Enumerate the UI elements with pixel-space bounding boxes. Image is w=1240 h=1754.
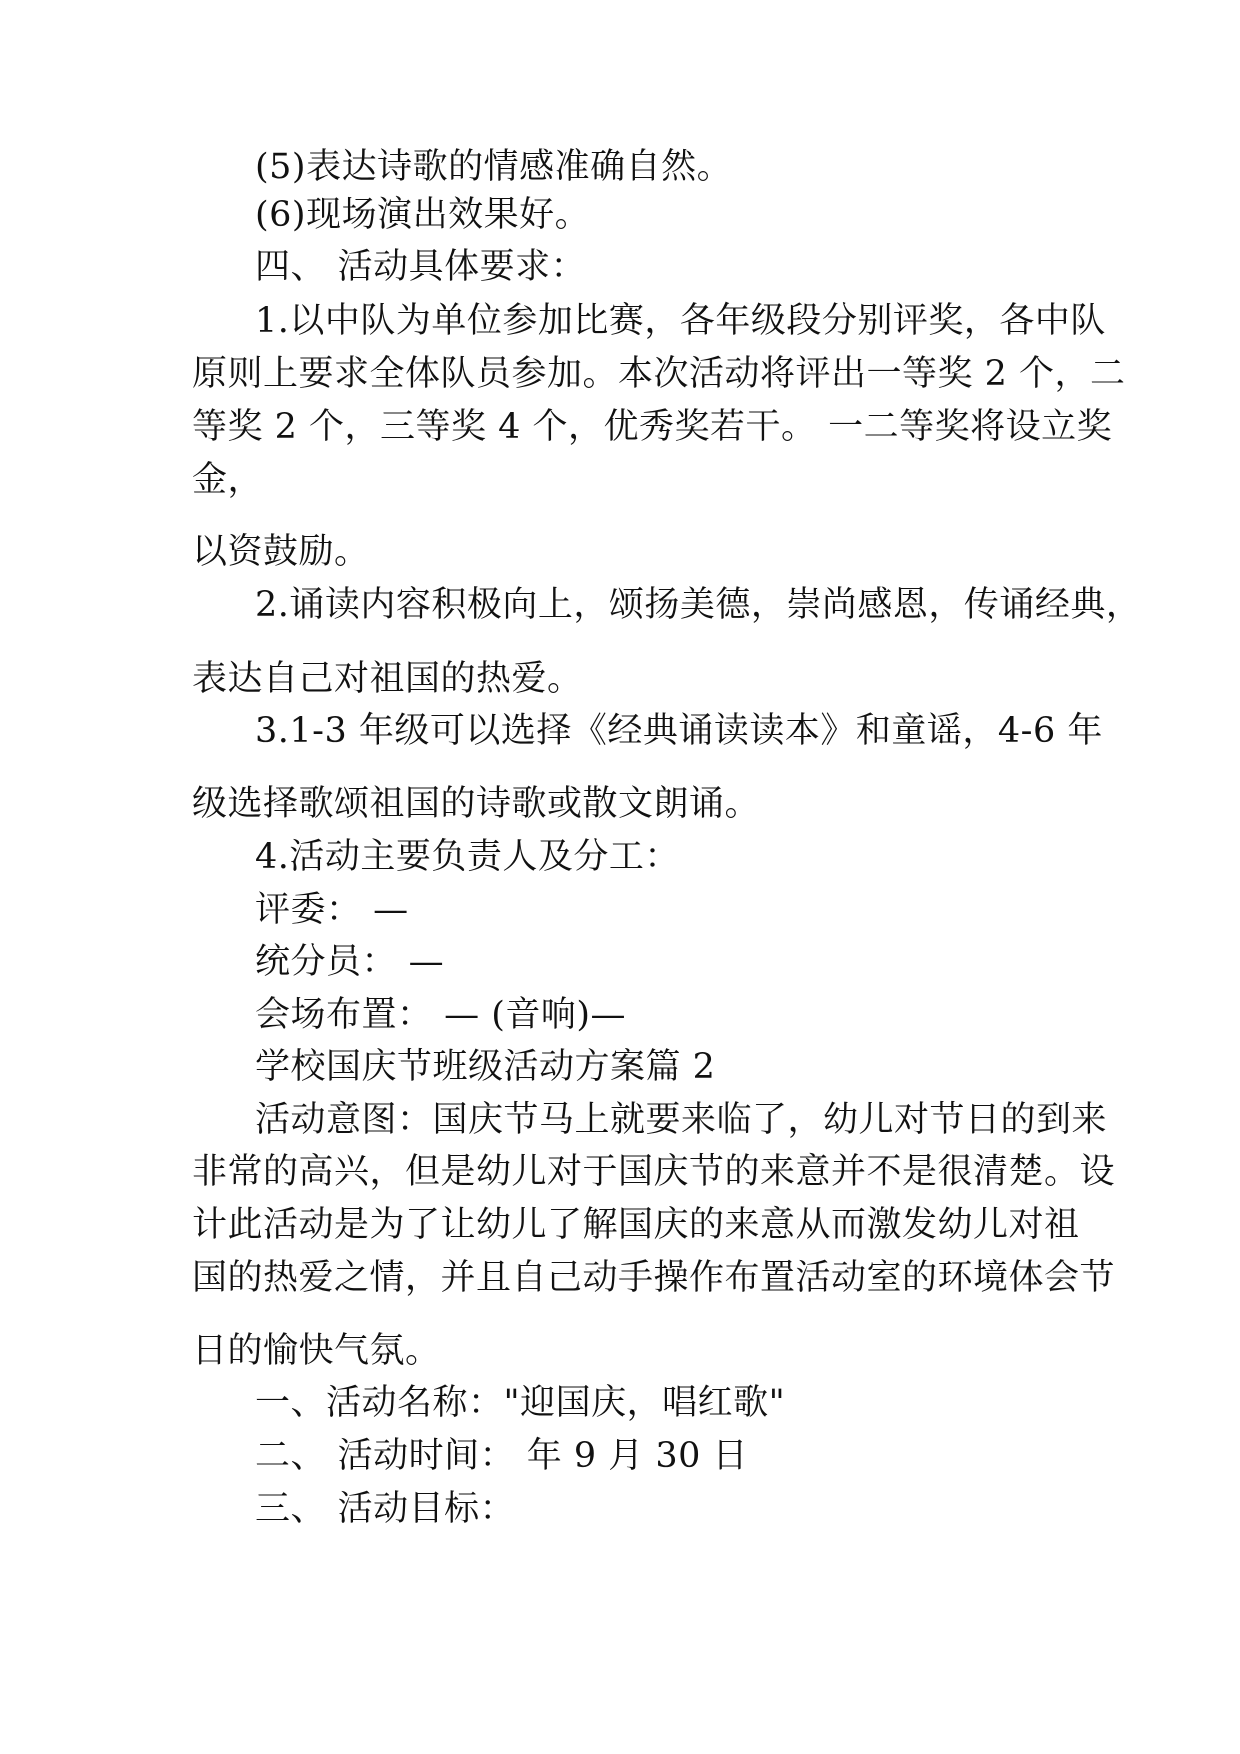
text-line: 非常的高兴，但是幼儿对于国庆节的来意并不是很清楚。设	[192, 1152, 1116, 1192]
text-line: (5)表达诗歌的情感准确自然。	[255, 147, 733, 187]
section-heading: 三、 活动目标：	[255, 1489, 516, 1529]
text-line: 4.活动主要负责人及分工：	[255, 837, 680, 877]
text-line: 会场布置： — (音响)—	[255, 995, 627, 1035]
text-line: 国的热爱之情，并且自己动手操作布置活动室的环境体会节	[192, 1258, 1116, 1298]
text-line: 2.诵读内容积极向上，颂扬美德，崇尚感恩，传诵经典，	[255, 585, 1142, 625]
text-line: 金，	[192, 460, 264, 500]
text-line: 级选择歌颂祖国的诗歌或散文朗诵。	[192, 784, 761, 824]
text-line: 1.以中队为单位参加比赛，各年级段分别评奖，各中队	[255, 301, 1106, 341]
text-line: 表达自己对祖国的热爱。	[192, 659, 583, 699]
text-line: 等奖 2 个，三等奖 4 个，优秀奖若干。 一二等奖将设立奖	[192, 407, 1113, 447]
text-line: 一、活动名称："迎国庆，唱红歌"	[255, 1383, 786, 1423]
text-line: 活动意图：国庆节马上就要来临了，幼儿对节日的到来	[255, 1100, 1108, 1140]
text-line: 原则上要求全体队员参加。本次活动将评出一等奖 2 个，二	[192, 354, 1126, 394]
section-title: 学校国庆节班级活动方案篇 2	[255, 1047, 716, 1087]
text-line: 3.1-3 年级可以选择《经典诵读读本》和童谣，4-6 年	[255, 711, 1103, 751]
text-line: 评委： —	[255, 890, 409, 930]
section-heading: 四、 活动具体要求：	[255, 247, 587, 287]
text-line: 二、 活动时间： 年 9 月 30 日	[255, 1436, 749, 1476]
text-line: 统分员： —	[255, 942, 445, 982]
text-line: 以资鼓励。	[192, 532, 370, 572]
text-line: (6)现场演出效果好。	[255, 195, 591, 235]
text-line: 日的愉快气氛。	[192, 1331, 441, 1371]
text-line: 计此活动是为了让幼儿了解国庆的来意从而激发幼儿对祖	[192, 1205, 1080, 1245]
